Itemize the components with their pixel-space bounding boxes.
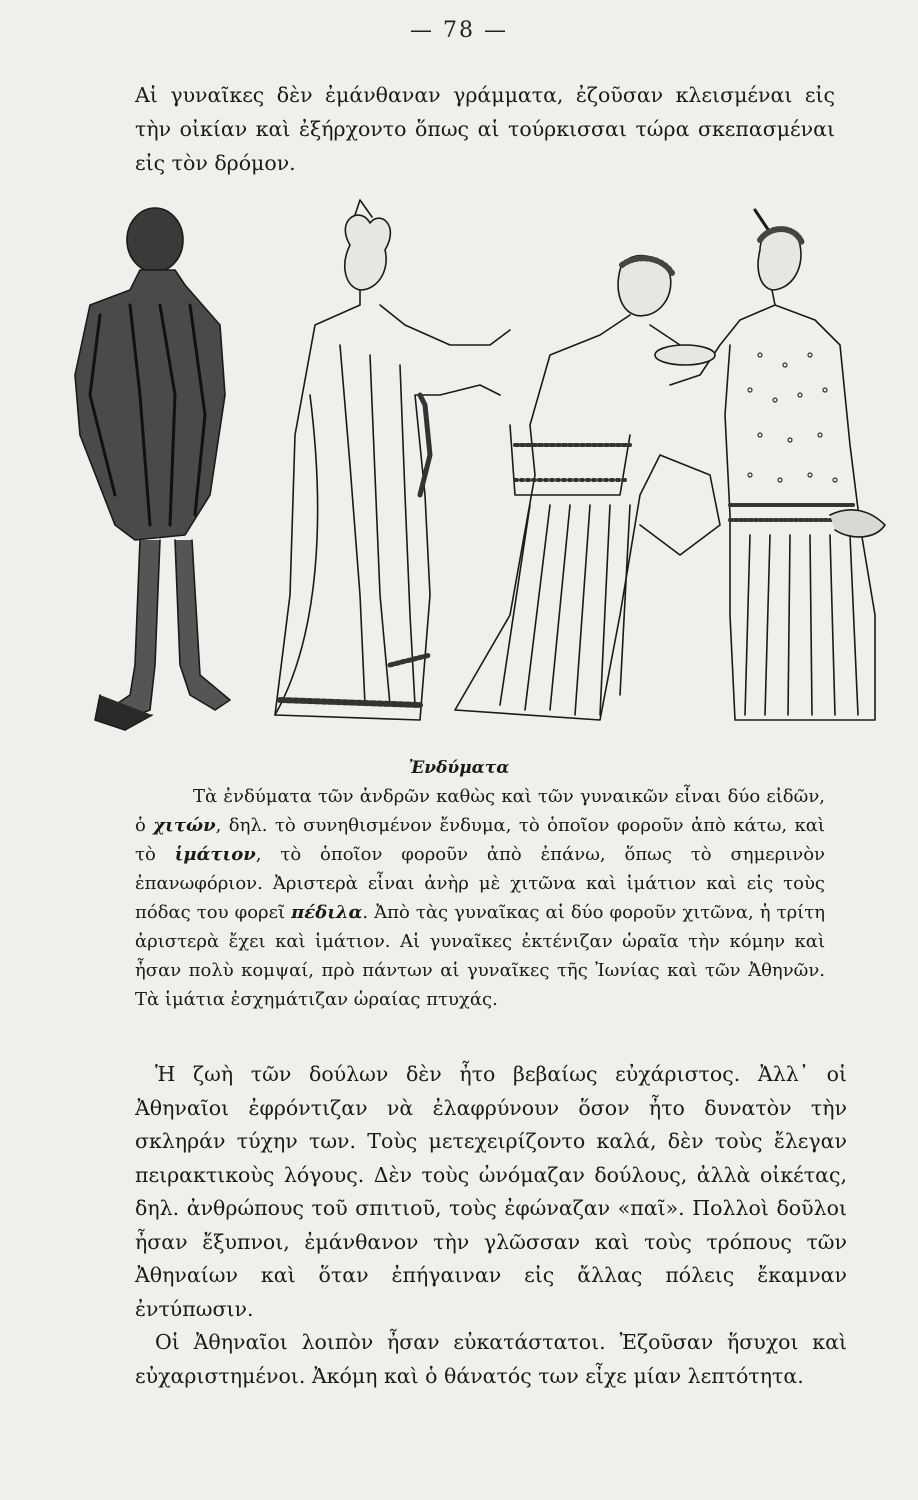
caption-text-part: , δηλ. τὸ συνηθισμένον ἔνδυμα, τὸ ὁποῖον φοροῦν ἀπὸ κάτω, καὶ τὸ xyxy=(135,815,825,865)
intro-paragraph: Αἱ γυναῖκες δὲν ἐμάνθαναν γράμματα, ἐζοῦσαν κλεισμέναι εἰς τὴν οἰκίαν καὶ ἐξήρχοντο ὅπως αἱ τούρκισσαι τώρα σκεπασμέναι εἰς τὸν δρόμον. xyxy=(135,83,835,175)
man-figure xyxy=(75,208,230,730)
body-text-block xyxy=(135,1058,847,1393)
page-number: — 78 — xyxy=(410,18,508,43)
caption-text-part: , τὸ ὁποῖον φοροῦν ἀπὸ ἐπάνω, ὅπως τὸ σημερινὸν ἐπανωφόριον. Ἀριστερὰ εἶναι ἀνὴρ μὲ χιτῶνα καὶ ἱμάτιον καὶ εἰς τοὺς πόδας του φορεῖ xyxy=(135,844,825,923)
caption-paragraph xyxy=(135,782,825,1014)
term-himation: ἱμάτιον xyxy=(174,844,256,865)
term-chiton: χιτών xyxy=(153,815,216,836)
illustration-caption: Ἐνδύματα xyxy=(408,758,510,778)
body-paragraph-athenians: Οἱ Ἀθηναῖοι λοιπὸν ἦσαν εὐκατάστατοι. Ἐζοῦσαν ἥσυχοι καὶ εὐχαριστημένοι. Ἀκόμη καὶ ὁ θάνατός των εἶχε μίαν λεπτότητα. xyxy=(135,1330,847,1388)
woman-figure-2 xyxy=(455,256,720,720)
caption-text-part: . Ἀπὸ τὰς γυναῖκας αἱ δύο φοροῦν χιτῶνα, ἡ τρίτη ἀριστερὰ ἔχει καὶ ἱμάτιον. Αἱ γυναῖκες ἐκτένιζαν ὡραῖα τὴν κόμην καὶ ἦσαν πολὺ κομψαί, πρὸ πάντων αἱ γυναῖκες τῆς Ἰωνίας καὶ τῶν Ἀθηνῶν. Τὰ ἱμάτια ἐσχημάτιζαν ὡραίας πτυχάς. xyxy=(135,902,825,1010)
woman-figure-3 xyxy=(655,210,885,720)
caption-description xyxy=(135,782,825,1014)
caption-text-part: Τὰ ἐνδύματα τῶν ἀνδρῶν καθὼς καὶ τῶν γυναικῶν εἶναι δύο εἰδῶν, ὁ xyxy=(135,786,825,836)
term-pedila: πέδιλα xyxy=(291,902,363,923)
clothing-illustration xyxy=(60,195,890,755)
woman-figure-1 xyxy=(275,200,510,720)
intro-paragraph-block xyxy=(135,78,835,180)
body-paragraph-slaves: Ἡ ζωὴ τῶν δούλων δὲν ἦτο βεβαίως εὐχάριστος. Ἀλλ᾽ οἱ Ἀθηναῖοι ἐφρόντιζαν νὰ ἐλαφρύνουν ὅσον ἦτο δυνατὸν τὴν σκληράν τύχην των. Τοὺς μετεχειρίζοντο καλά, δὲν τοὺς ἔλεγαν πειρακτικοὺς λόγους. Δὲν τοὺς ὠνόμαζαν δούλους, ἀλλὰ οἰκέτας, δηλ. ἀνθρώπους τοῦ σπιτιοῦ, τοὺς ἐφώναζαν «παῖ». Πολλοὶ δοῦλοι ἦσαν ἔξυπνοι, ἐμάνθανον τὴν γλῶσσαν καὶ τοὺς τρόπους τῶν Ἀθηναίων καὶ ὅταν ἐπήγαιναν εἰς ἄλλας πόλεις ἔκαμναν ἐντύπωσιν. xyxy=(135,1062,847,1321)
